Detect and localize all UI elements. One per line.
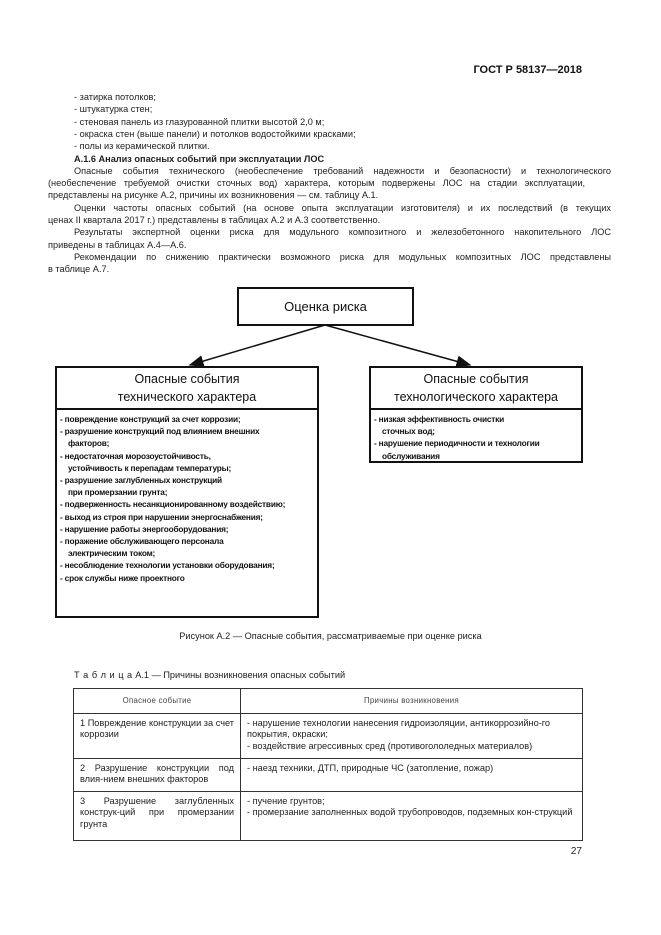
causes-cell — [241, 791, 583, 840]
table-row — [74, 791, 583, 840]
event-item: - разрушение конструкций под влиянием внешних — [60, 426, 260, 437]
cause-item: - нарушение технологии нанесения гидроизоляции, антикоррозийно-го покрытия, окраски; — [247, 717, 551, 739]
text-line: Оценки частоты опасных событий (на основе опыта эксплуатации изготовителя) и их последствий (в текущих — [74, 202, 611, 213]
text-line: - стеновая панель из глазурованной плитки высотой 2,0 м; — [74, 116, 325, 127]
text-line: - штукатурка стен; — [74, 104, 153, 115]
event-item: обслуживания — [382, 450, 440, 461]
event-cell: 1 Повреждение конструкции за счет коррозии — [74, 713, 241, 758]
event-cell: 3 Разрушение заглубленных конструк-ций при промерзании грунта — [74, 791, 241, 840]
title-line: Опасные события — [134, 372, 240, 386]
cause-item: - промерзание заполненных водой трубопроводов, подземных кон-струкций — [247, 807, 573, 817]
event-item: - недостаточная морозоустойчивость, — [60, 450, 211, 461]
text-line: приведены в таблицах А.4—А.6. — [48, 239, 187, 250]
title-line: технологического характера — [393, 390, 559, 404]
risk-assessment-box — [237, 287, 414, 326]
event-item: - срок службы ниже проектного — [60, 572, 185, 583]
cause-item: - пучение грунтов; — [247, 795, 325, 806]
event-item: - разрушение заглубленных конструкций — [60, 475, 222, 486]
title-line: Опасные события — [423, 372, 529, 386]
technical-events-box — [55, 366, 319, 618]
cause-item: - наезд техники, ДТП, природные ЧС (затопление, пожар) — [247, 762, 494, 773]
text-line: ценах II квартала 2017 г.) представлены в таблицах А.2 и А.3 соответственно. — [48, 215, 381, 225]
column-header-event: Опасное событие — [74, 689, 241, 714]
event-item: факторов; — [68, 438, 110, 449]
technological-events-title — [371, 368, 581, 410]
text-line: - полы из керамической плитки. — [74, 141, 210, 152]
standard-header: ГОСТ Р 58137—2018 — [473, 64, 582, 76]
risk-assessment-label: Оценка риска — [284, 299, 367, 314]
text-line: А.1.6 Анализ опасных событий при эксплуатации ЛОС — [74, 153, 325, 164]
event-item: - повреждение конструкций за счет коррозии; — [60, 414, 241, 424]
title-line: технического характера — [117, 390, 257, 404]
causes-table — [73, 688, 583, 841]
event-item: - несоблюдение технологии установки оборудования; — [60, 560, 275, 571]
event-item: электрическим током; — [68, 548, 156, 559]
table-row — [74, 758, 583, 791]
table-row — [74, 713, 583, 758]
text-line: - окраска стен (выше панели) и потолков водостойкими красками; — [74, 128, 356, 139]
text-line: Результаты экспертной оценки риска для модульного композитного и железобетонного накопительного ЛОС — [74, 227, 611, 238]
event-item: при промерзании грунта; — [68, 487, 168, 498]
event-item: - нарушение работы энергооборудования; — [60, 523, 229, 534]
technical-events-title — [57, 368, 317, 410]
arrow-right — [325, 325, 470, 365]
cause-item: - воздействие агрессивных сред (противогололедных материалов) — [247, 740, 533, 751]
text-line: представлены на рисунке А.2, причины их возникновения — см. таблицу А.1. — [48, 190, 379, 201]
event-item: сточных вод; — [382, 426, 435, 437]
arrow-left — [190, 325, 325, 365]
technological-events-box — [369, 366, 583, 463]
text-line: Рекомендации по снижению практически возможного риска для модульных композитных ЛОС представлены — [74, 251, 611, 262]
page-number: 27 — [570, 846, 582, 857]
table-title-text: А.1 — Причины возникновения опасных событий — [135, 670, 346, 680]
event-item: - низкая эффективность очистки — [374, 414, 505, 424]
figure-caption: Рисунок А.2 — Опасные события, рассматриваемые при оценке риска — [179, 631, 482, 641]
event-item: - поражение обслуживающего персонала — [60, 536, 224, 547]
text-line: - затирка потолков; — [74, 92, 156, 102]
column-header-causes: Причины возникновения — [241, 689, 583, 714]
text-line: (необеспечение требуемой очистки сточных вод) характера, которым подвержены ЛОС на стадии эксплуатации, — [48, 178, 585, 189]
table-title — [74, 670, 345, 680]
event-item: устойчивость к перепадам температуры; — [68, 462, 232, 473]
event-cell: 2 Разрушение конструкции под влия-нием внешних факторов — [74, 758, 241, 791]
event-item: - нарушение периодичности и технологии — [374, 438, 540, 449]
text-line: Опасные события технического (необеспечение требований надежности и безопасности) и технологического — [74, 165, 611, 176]
causes-cell — [241, 713, 583, 758]
table-title-prefix: Т а б л и ц а — [74, 670, 133, 680]
text-line: в таблице А.7. — [48, 264, 110, 275]
event-item: - подверженность несанкционированному воздействию; — [60, 499, 286, 510]
causes-cell — [241, 758, 583, 791]
event-item: - выход из строя при нарушении энергоснабжения; — [60, 511, 263, 522]
